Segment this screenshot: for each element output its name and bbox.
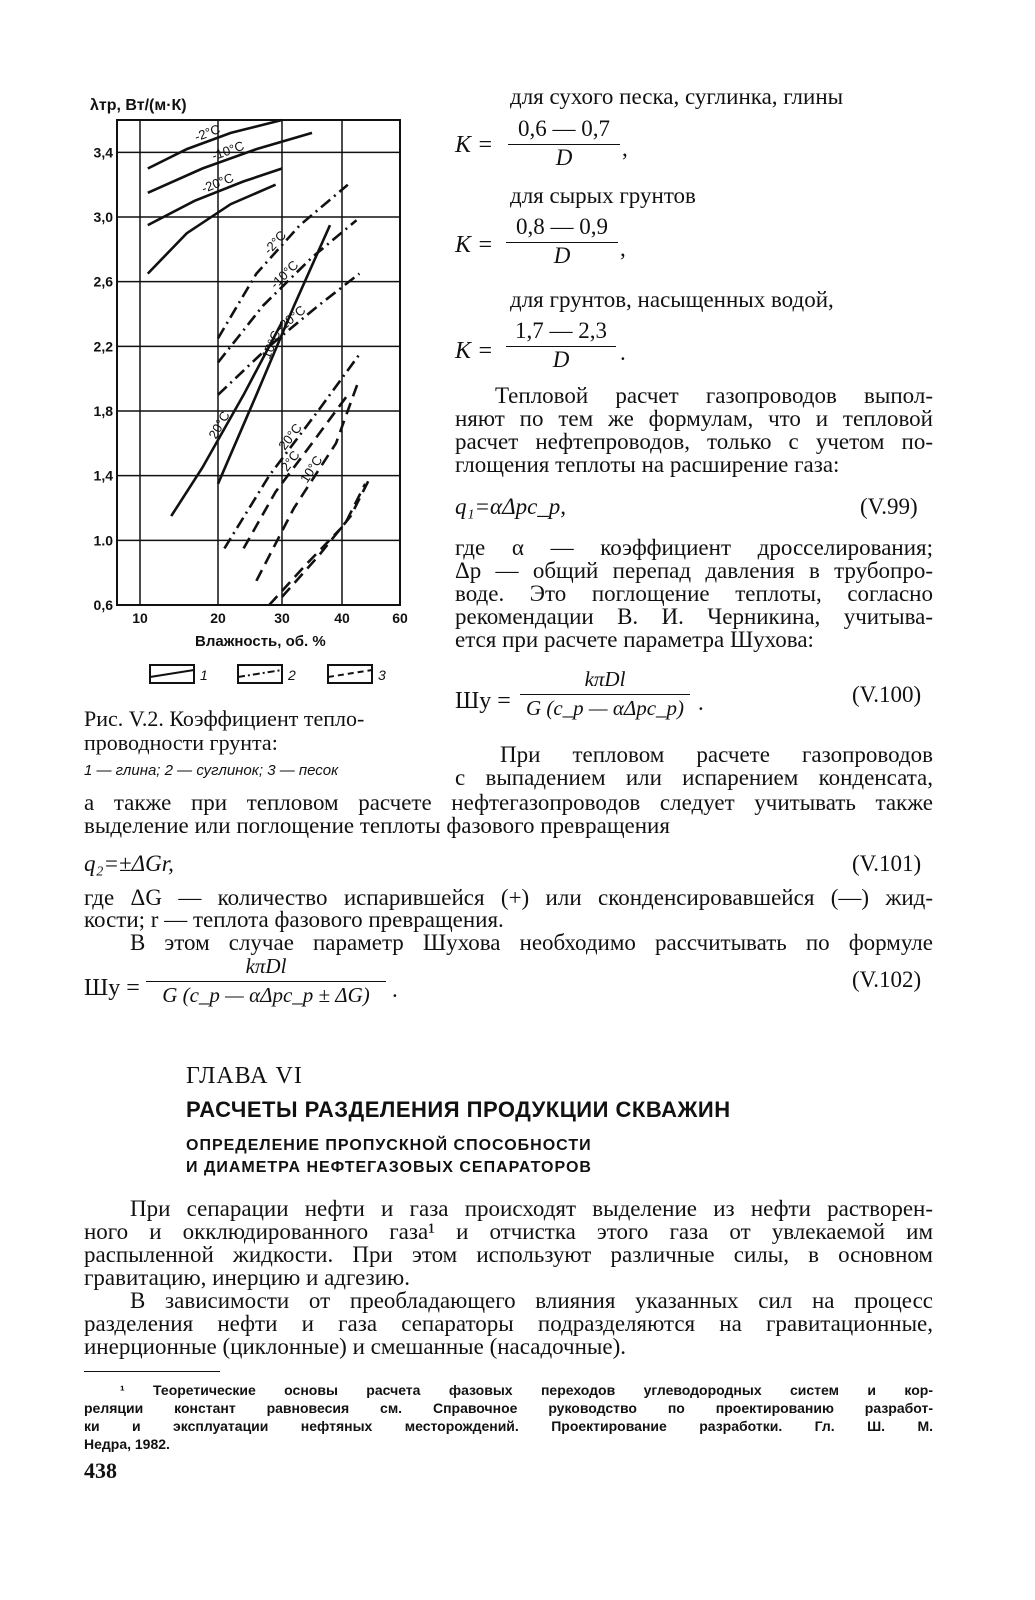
chapter-title: РАСЧЕТЫ РАЗДЕЛЕНИЯ ПРОДУКЦИИ СКВАЖИН bbox=[186, 1097, 731, 1122]
throttle-para-line5: ется при расчете параметра Шухова: bbox=[455, 627, 814, 652]
k1-fraction bbox=[508, 116, 620, 171]
chart-series-label: -2°C bbox=[192, 121, 223, 145]
chart-x-tick-label: 10 bbox=[132, 610, 148, 626]
v100-numerator: kπDl bbox=[584, 667, 626, 691]
chart-y-tick-label: 2,2 bbox=[93, 338, 113, 355]
v102-numerator: kπDl bbox=[245, 954, 287, 978]
gas-calc-para-line4: глощения теплоты на расширение газа: bbox=[455, 452, 840, 477]
body-para2-line2: разделения нефти и газа сепараторы подразделяются на гравитационные, bbox=[84, 1311, 933, 1336]
fullwidth-line-b: выделение или поглощение теплоты фазового превращения bbox=[84, 813, 670, 838]
chart-series-label: 10°C bbox=[258, 328, 284, 361]
v100-denominator: G (c_p — αΔpc_p) bbox=[525, 696, 685, 720]
chart-x-tick-label: 20 bbox=[210, 610, 226, 626]
body-para1-line4: гравитацию, инерцию и адгезию. bbox=[84, 1265, 410, 1290]
equation-v102-lhs: Шу = bbox=[84, 975, 140, 1001]
legend-swatch-box bbox=[238, 665, 282, 683]
chart-legend-item-1 bbox=[150, 665, 208, 683]
body-para2-line1: В зависимости от преобладающего влияния указанных сил на процесс bbox=[130, 1288, 933, 1313]
chart-series-label: 20°C bbox=[205, 408, 233, 442]
k3-denominator: D bbox=[552, 347, 570, 372]
chart-series-lines bbox=[148, 120, 371, 605]
chart-series-label: -10°C bbox=[209, 137, 247, 164]
k2-comma: , bbox=[620, 236, 626, 261]
chart-y-tick-label: 1,8 bbox=[93, 403, 113, 419]
page-number: 438 bbox=[84, 1458, 117, 1483]
equation-v102-fraction bbox=[146, 953, 386, 1008]
text-wet-soils: для сырых грунтов bbox=[510, 183, 696, 208]
condensate-para-line1: При тепловом расчете газопроводов bbox=[500, 742, 933, 767]
k3-fraction bbox=[506, 318, 616, 373]
legend-number: 1 bbox=[200, 667, 208, 683]
k2-lhs: K = bbox=[455, 232, 494, 258]
k1-comma: , bbox=[622, 136, 628, 161]
chart-series-line-2 bbox=[218, 220, 357, 362]
chart-series-line-1 bbox=[148, 185, 276, 274]
legend-number: 2 bbox=[288, 667, 296, 683]
k1-lhs: K = bbox=[455, 132, 494, 158]
equation-v99-number: (V.99) bbox=[860, 494, 918, 519]
body-para2-line3: инерционные (циклонные) и смешанные (насадочные). bbox=[84, 1334, 626, 1359]
chart-legend-item-2 bbox=[238, 665, 296, 683]
equation-v102-dot: . bbox=[392, 977, 398, 1002]
k2-denominator: D bbox=[553, 243, 571, 268]
k1-denominator: D bbox=[555, 145, 573, 170]
legend-swatch-line bbox=[238, 670, 282, 677]
figure-caption-title-line1: Рис. V.2. Коэффициент тепло- bbox=[84, 706, 365, 731]
fullwidth-line-e: В этом случае параметр Шухова необходимо рассчитывать по формуле bbox=[130, 930, 933, 955]
chart-y-tick-label: 1.0 bbox=[93, 532, 113, 549]
k3-period: . bbox=[620, 340, 626, 365]
gas-calc-para-line3: расчет нефтепроводов, только с учетом по- bbox=[455, 429, 933, 454]
chart-legend bbox=[150, 665, 386, 683]
chart-series-label: 20°C bbox=[275, 420, 305, 453]
fullwidth-line-c: где ΔG — количество испарившейся (+) или сконденсировавшейся (—) жид- bbox=[84, 885, 933, 910]
legend-number: 3 bbox=[378, 667, 386, 683]
equation-v102-number: (V.102) bbox=[852, 967, 922, 992]
legend-swatch-line bbox=[328, 670, 372, 677]
fullwidth-line-d: кости; r — теплота фазового превращения. bbox=[84, 907, 504, 932]
chart-series-label: 10°C bbox=[296, 452, 326, 486]
chart-series-label: -2°C bbox=[260, 227, 290, 258]
k2-fraction bbox=[506, 214, 618, 269]
chart-x-axis-label: Влажность, об. % bbox=[195, 633, 326, 650]
body-para1-line3: распыленной жидкости. При этом используют различные силы, в основном bbox=[84, 1242, 933, 1267]
equation-v101: q₂=±ΔGr, bbox=[84, 851, 174, 876]
equation-v100-dot: . bbox=[698, 690, 704, 715]
throttle-para-line3: воде. Это поглощение теплоты, согласно bbox=[455, 581, 933, 606]
gas-calc-para-line2: няют по тем же формулам, что и тепловой bbox=[455, 406, 933, 431]
chart-y-tick-label: 2,6 bbox=[93, 273, 113, 290]
equation-v100-fraction bbox=[520, 666, 690, 721]
equation-v100-number: (V.100) bbox=[852, 682, 922, 707]
footnote-line2: реляции констант равновесия см. Справочное руководство по проектированию разработ- bbox=[84, 1400, 933, 1416]
chart-series-line-3 bbox=[282, 476, 371, 597]
k2-numerator: 0,8 — 0,9 bbox=[516, 214, 608, 239]
gas-calc-para-line1: Тепловой расчет газопроводов выпол- bbox=[495, 383, 933, 408]
throttle-para-line2: Δp — общий перепад давления в трубопро- bbox=[455, 558, 933, 583]
body-para1-line1: При сепарации нефти и газа происходят выделение из нефти растворен- bbox=[130, 1196, 933, 1221]
chart-x-tick-label: 30 bbox=[274, 610, 290, 626]
chart-y-tick-label: 0,6 bbox=[93, 597, 113, 613]
chart-series-label: -20°C bbox=[199, 169, 236, 197]
section-title-line2: И ДИАМЕТРА НЕФТЕГАЗОВЫХ СЕПАРАТОРОВ bbox=[186, 1159, 592, 1176]
text-saturated-soils: для грунтов, насыщенных водой, bbox=[510, 287, 834, 312]
equation-v100-lhs: Шу = bbox=[455, 688, 511, 714]
body-para1-line2: ного и окклюдированного газа¹ и отчистка этого газа от увлекаемой им bbox=[84, 1219, 933, 1244]
k3-lhs: K = bbox=[455, 338, 494, 364]
footnote-line1: ¹ Теоретические основы расчета фазовых переходов углеводородных систем и кор- bbox=[120, 1382, 933, 1398]
v102-denominator: G (c_p — αΔpc_p ± ΔG) bbox=[162, 983, 370, 1007]
throttle-para-line1: где α — коэффициент дросселирования; bbox=[455, 535, 933, 560]
chart-series-label: -20°C bbox=[273, 302, 309, 336]
thermal-conductivity-chart bbox=[60, 80, 430, 690]
chart-series-line-3 bbox=[244, 395, 348, 549]
k3-numerator: 1,7 — 2,3 bbox=[515, 318, 607, 343]
condensate-para-line2: с выпадением или испарением конденсата, bbox=[455, 765, 933, 790]
footnote-line3: ки и эксплуатации нефтяных месторождений. Проектирование разработки. Гл. Ш. М. bbox=[84, 1418, 933, 1434]
chart-x-tick-label: 40 bbox=[334, 610, 350, 626]
fullwidth-line-a: а также при тепловом расчете нефтегазопроводов следует учитывать также bbox=[84, 790, 933, 815]
equation-v99: q₁=αΔpc_p, bbox=[455, 494, 567, 519]
throttle-para-line4: рекомендации В. И. Черникина, учитыва- bbox=[455, 604, 933, 629]
chart-series-label: 2°C bbox=[277, 447, 303, 475]
k1-numerator: 0,6 — 0,7 bbox=[518, 116, 610, 141]
chart-series-label: -10°C bbox=[267, 257, 302, 292]
chart-legend-item-3 bbox=[328, 665, 386, 683]
equation-v101-number: (V.101) bbox=[852, 851, 922, 876]
chart-series-line-3 bbox=[269, 484, 365, 605]
footnote-line4: Недра, 1982. bbox=[84, 1436, 170, 1452]
figure-caption-legend: 1 — глина; 2 — суглинок; 3 — песок bbox=[84, 762, 339, 779]
chart-x-tick-label: 60 bbox=[392, 610, 408, 626]
text-dry-soils: для сухого песка, суглинка, глины bbox=[510, 84, 844, 109]
figure-v2 bbox=[60, 80, 430, 690]
section-title-line1: ОПРЕДЕЛЕНИЕ ПРОПУСКНОЙ СПОСОБНОСТИ bbox=[186, 1137, 592, 1154]
chart-y-tick-label: 3,4 bbox=[93, 144, 113, 161]
chart-y-tick-label: 3,0 bbox=[93, 209, 113, 225]
legend-swatch-line bbox=[150, 670, 194, 677]
chart-y-tick-label: 1,4 bbox=[93, 467, 113, 484]
chart-y-axis-label: λтр, Вт/(м·К) bbox=[90, 97, 187, 114]
footnote-rule bbox=[84, 1371, 220, 1372]
figure-caption-title-line2: проводности грунта: bbox=[84, 730, 278, 755]
chapter-label: ГЛАВА VI bbox=[186, 1063, 303, 1089]
